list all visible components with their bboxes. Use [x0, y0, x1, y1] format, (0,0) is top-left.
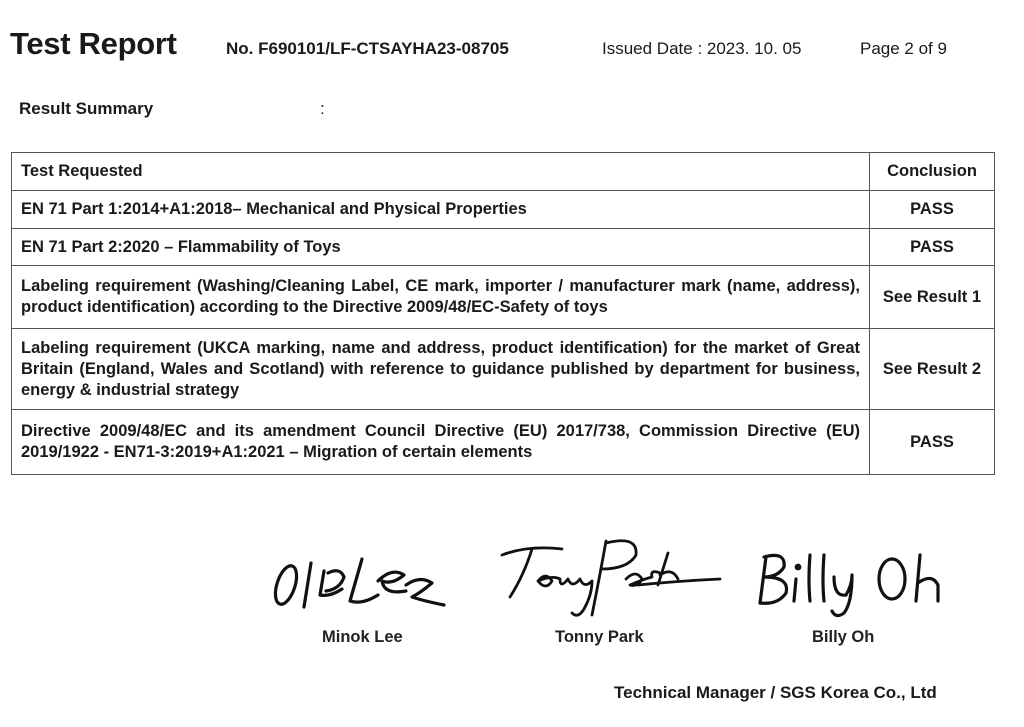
handwritten-signature-image [266, 545, 456, 620]
table-row [12, 410, 995, 475]
signature-billy-oh [752, 545, 952, 620]
conclusion-cell: See Result 1 [870, 266, 995, 329]
signature-tonny-park [488, 535, 728, 625]
issued-date: Issued Date : 2023. 10. 05 [602, 39, 802, 58]
test-requested-cell: Directive 2009/48/EC and its amendment Council Directive (EU) 2017/738, Commission Directive (EU) 2019/1922 - EN71-3:2019+A1:2021 – Migration of certain elements [12, 410, 870, 475]
signatory-name: Minok Lee [322, 628, 403, 646]
results-table [11, 152, 995, 475]
test-requested-cell: Labeling requirement (UKCA marking, name and address, product identification) for the market of Great Britain (England, Wales and Scotland) with reference to guidance published by department for business, energy & industrial strategy [12, 329, 870, 410]
result-summary-colon: : [320, 99, 325, 118]
test-requested-cell: EN 71 Part 1:2014+A1:2018– Mechanical and Physical Properties [12, 191, 870, 229]
report-number: No. F690101/LF-CTSAYHA23-08705 [226, 39, 509, 58]
table-header-row [12, 153, 995, 191]
conclusion-cell: PASS [870, 229, 995, 266]
header-test-requested: Test Requested [12, 153, 870, 191]
test-requested-cell: EN 71 Part 2:2020 – Flammability of Toys [12, 229, 870, 266]
table-row [12, 191, 995, 229]
conclusion-cell: PASS [870, 410, 995, 475]
handwritten-signature-image [488, 535, 728, 625]
conclusion-cell: See Result 2 [870, 329, 995, 410]
signatory-name: Tonny Park [555, 628, 644, 646]
signature-minok-lee [266, 545, 456, 620]
report-title: Test Report [10, 26, 177, 61]
conclusion-cell: PASS [870, 191, 995, 229]
table-row [12, 329, 995, 410]
test-requested-cell: Labeling requirement (Washing/Cleaning Label, CE mark, importer / manufacturer mark (name, address), product identification) according to the Directive 2009/48/EC-Safety of toys [12, 266, 870, 329]
footer-signatory-title: Technical Manager / SGS Korea Co., Ltd [614, 683, 937, 702]
header-conclusion: Conclusion [870, 153, 995, 191]
report-header [10, 26, 1010, 66]
result-summary-label: Result Summary [19, 99, 154, 118]
handwritten-signature-image [752, 545, 952, 620]
page-number: Page 2 of 9 [860, 39, 947, 58]
signatory-name: Billy Oh [812, 628, 875, 646]
table-row [12, 266, 995, 329]
table-row [12, 229, 995, 266]
